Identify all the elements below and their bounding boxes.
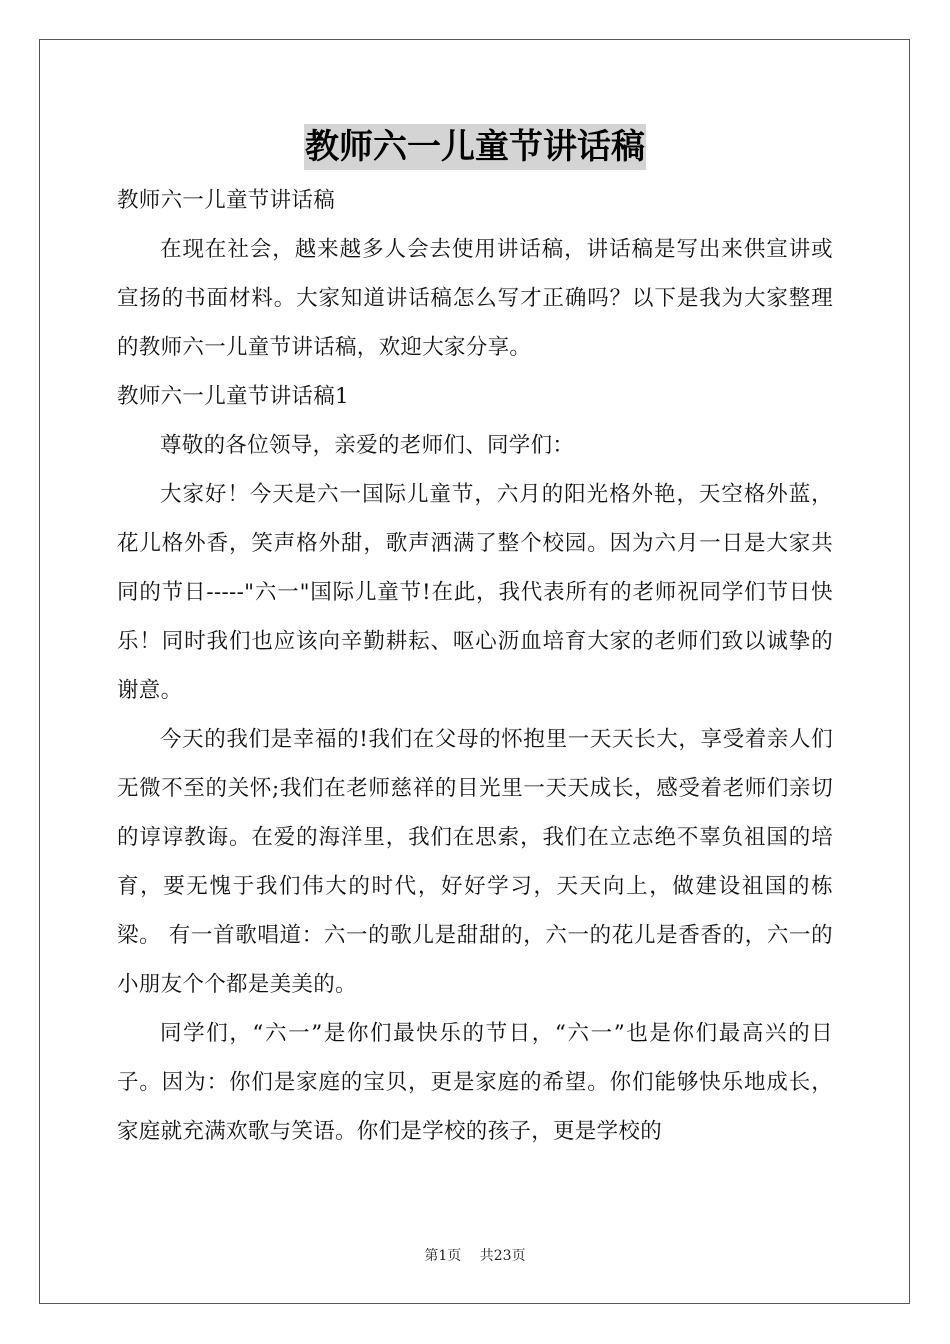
paragraph-body: 大家好！今天是六一国际儿童节，六月的阳光格外艳，天空格外蓝，花儿格外香，笑声格外甜，歌声洒满了整个校园。因为六月一日是大家共同的节日-----"六一"国际儿童节!在此，我代表所有的老师祝同学们节日快乐！同时我们也应该向辛勤耕耘、呕心沥血培育大家的老师们致以诚挚的谢意。 [117,482,833,703]
paragraph-body: 今天的我们是幸福的!我们在父母的怀抱里一天天长大，享受着亲人们无微不至的关怀;我们在老师慈祥的目光里一天天成长，感受着老师们亲切的谆谆教诲。在爱的海洋里，我们在思索，我们在立志绝不辜负祖国的培育，要无愧于我们伟大的时代，好好学习，天天向上，做建设祖国的栋梁。 有一首歌唱道：六一的歌儿是甜甜的，六一的花儿是香香的，六一的小朋友个个都是美美的。 [117,727,833,997]
paragraph-body: 同学们，“六一”是你们最快乐的节日，“六一”也是你们最高兴的日子。因为：你们是家庭的宝贝，更是家庭的希望。你们能够快乐地成长，家庭就充满欢歌与笑语。你们是学校的孩子，更是学校的 [117,1021,833,1144]
page-footer [0,1245,950,1265]
paragraph-body: 尊敬的各位领导，亲爱的老师们、同学们： [160,433,575,458]
paragraph-heading: 教师六一儿童节讲话稿1 [117,384,349,409]
page-number: 第1页 [424,1248,462,1264]
paragraph-heading: 教师六一儿童节讲话稿 [117,188,336,213]
document-body [117,176,833,1156]
document-title-text: 教师六一儿童节讲话稿 [304,124,646,170]
page-total: 共23页 [479,1248,526,1264]
paragraph-body: 在现在社会，越来越多人会去使用讲话稿，讲话稿是写出来供宣讲或宣扬的书面材料。大家知道讲话稿怎么写才正确吗？以下是我为大家整理的教师六一儿童节讲话稿，欢迎大家分享。 [117,237,833,360]
document-title [0,124,950,174]
